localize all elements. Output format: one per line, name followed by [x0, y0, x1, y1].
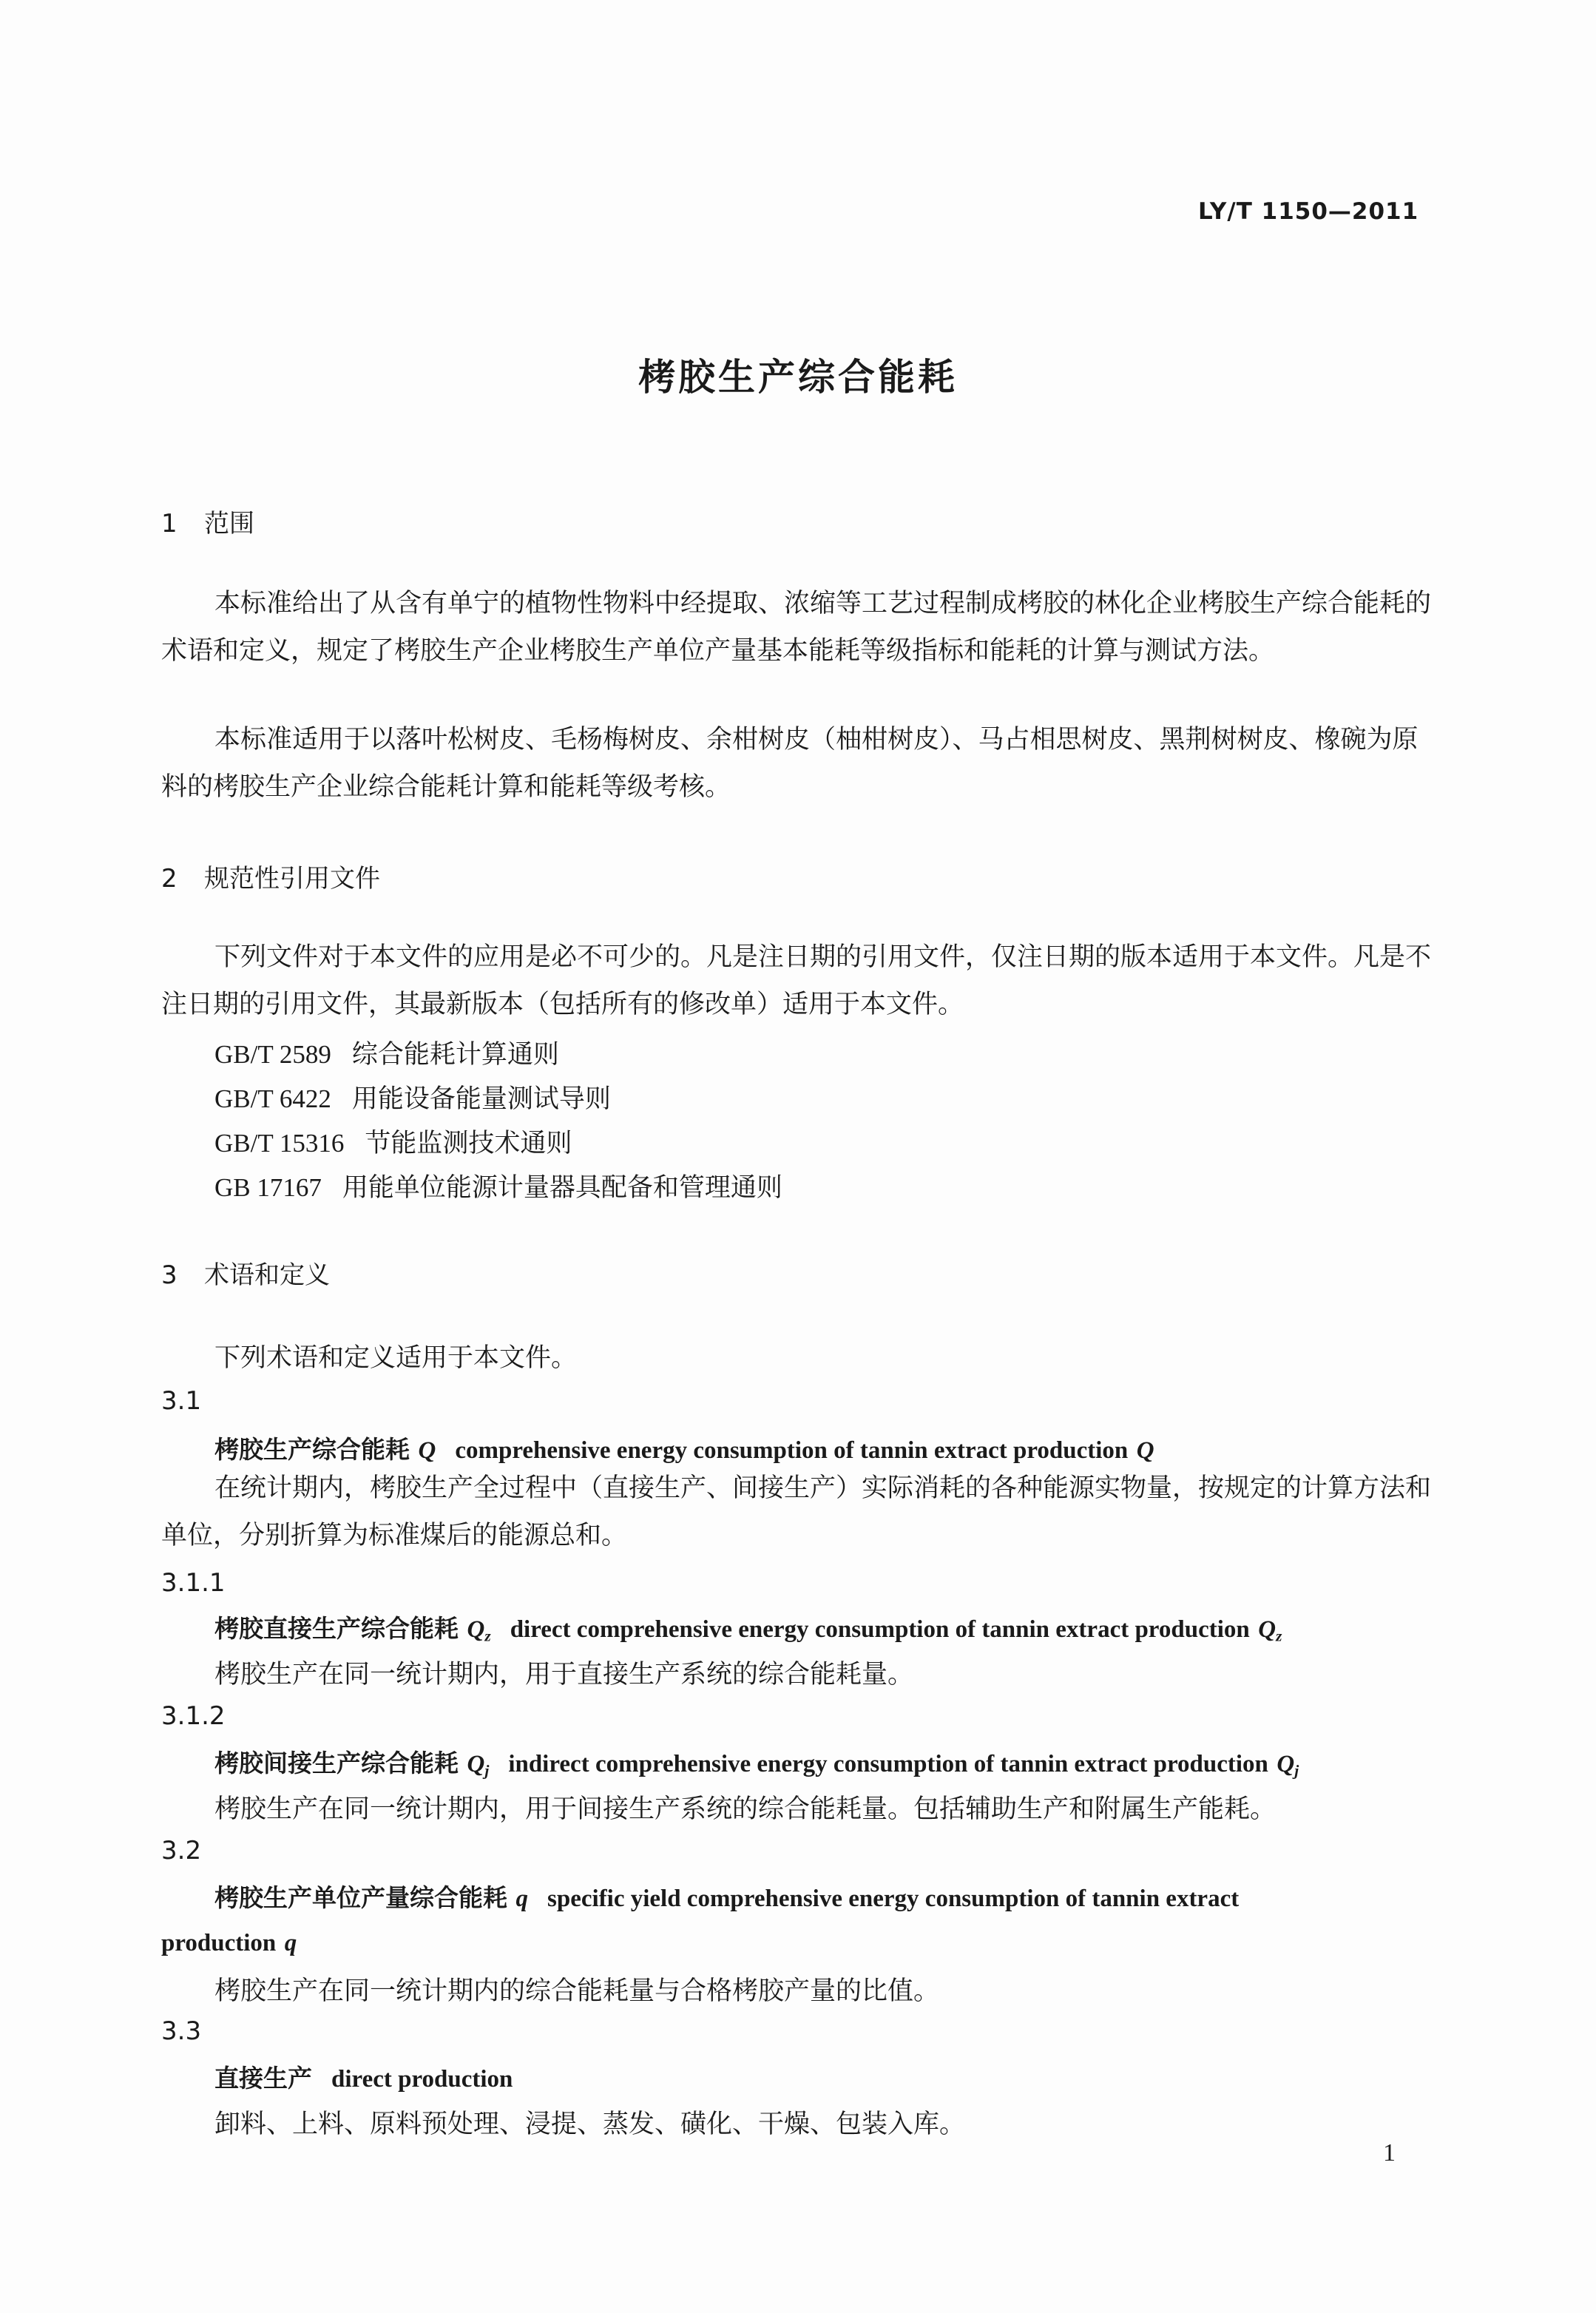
term-entry [214, 1610, 1282, 1645]
term-zh: 栲胶直接生产综合能耗 [214, 1614, 459, 1643]
section-title: 规范性引用文件 [204, 864, 380, 894]
clause-number: 3.2 [161, 1836, 202, 1865]
page-number: 1 [1383, 2139, 1396, 2167]
term-symbol: $Q_z$ [1258, 1616, 1282, 1645]
page-title: 栲胶生产综合能耗 [638, 356, 958, 399]
term-entry-continued [161, 1928, 297, 1957]
term-symbol: q [284, 1930, 297, 1956]
section-number: 2 [161, 864, 177, 894]
term-entry [214, 1744, 1299, 1780]
term-definition: 栲胶生产在同一统计期内，用于间接生产系统的综合能耗量。包括辅助生产和附属生产能耗。 [214, 1794, 1277, 1824]
clause-number: 3.1.1 [161, 1568, 226, 1598]
term-zh: 栲胶生产单位产量综合能耗 [214, 1883, 507, 1912]
reference-code: GB/T 15316 [214, 1129, 345, 1158]
reference-item [214, 1078, 611, 1115]
reference-code: GB 17167 [214, 1173, 322, 1202]
term-en: direct comprehensive energy consumption of tannin extract production [510, 1616, 1250, 1643]
reference-code: GB/T 2589 [214, 1040, 331, 1069]
term-zh: 栲胶生产综合能耗 [214, 1435, 410, 1464]
term-en: specific yield comprehensive energy consumption of tannin extract [547, 1885, 1240, 1912]
reference-code: GB/T 6422 [214, 1084, 331, 1113]
term-en: indirect comprehensive energy consumption of tannin extract production [508, 1751, 1268, 1777]
section-title: 范围 [204, 509, 254, 538]
section-title: 术语和定义 [204, 1260, 330, 1290]
clause-number: 3.1 [161, 1386, 202, 1416]
term-en: direct production [331, 2066, 513, 2093]
scope-paragraph-1: 本标准给出了从含有单宁的植物性物料中经提取、浓缩等工艺过程制成栲胶的林化企业栲胶生产综合能耗的术语和定义，规定了栲胶生产企业栲胶生产单位产量基本能耗等级指标和能耗的计算与测试方法。 [161, 589, 1432, 666]
scope-paragraph-2: 本标准适用于以落叶松树皮、毛杨梅树皮、余柑树皮（柚柑树皮）、马占相思树皮、黑荆树树皮、橡碗为原料的栲胶生产企业综合能耗计算和能耗等级考核。 [161, 725, 1419, 802]
term-entry [214, 2059, 513, 2094]
reference-item [214, 1034, 559, 1071]
reference-item [214, 1123, 572, 1160]
standard-code: LY/T 1150—2011 [1198, 198, 1419, 225]
section-number: 1 [161, 509, 177, 538]
term-definition: 栲胶生产在同一统计期内，用于直接生产系统的综合能耗量。 [214, 1660, 914, 1689]
term-symbol: Q [1136, 1437, 1154, 1464]
term-symbol: $Q_j$ [1277, 1751, 1299, 1780]
term-symbol: $Q_z$ [467, 1616, 491, 1645]
section-heading-terms [161, 1255, 330, 1291]
section-number: 3 [161, 1260, 177, 1290]
term-symbol: $Q_j$ [467, 1751, 490, 1780]
references-intro: 下列文件对于本文件的应用是必不可少的。凡是注日期的引用文件，仅注日期的版本适用于本文件。凡是不注日期的引用文件，其最新版本（包括所有的修改单）适用于本文件。 [161, 942, 1432, 1019]
reference-title: 用能设备能量测试导则 [351, 1084, 611, 1114]
term-symbol: Q [418, 1437, 436, 1464]
reference-title: 综合能耗计算通则 [351, 1040, 559, 1070]
term-en: comprehensive energy consumption of tannin extract production [455, 1437, 1129, 1464]
clause-number: 3.3 [161, 2016, 202, 2046]
section-heading-references [161, 858, 380, 894]
term-entry [214, 1431, 1154, 1465]
reference-title: 节能监测技术通则 [365, 1129, 572, 1158]
term-definition: 在统计期内，栲胶生产全过程中（直接生产、间接生产）实际消耗的各种能源实物量，按规定的计算方法和单位，分别折算为标准煤后的能源总和。 [161, 1473, 1432, 1550]
section-heading-scope [161, 503, 254, 539]
term-zh: 直接生产 [214, 2064, 312, 2093]
term-symbol: q [515, 1885, 528, 1912]
term-definition: 栲胶生产在同一统计期内的综合能耗量与合格栲胶产量的比值。 [214, 1976, 940, 2006]
terms-intro: 下列术语和定义适用于本文件。 [214, 1343, 578, 1373]
term-en-continued: production [161, 1930, 277, 1956]
term-entry [214, 1879, 1239, 1914]
reference-item [214, 1167, 782, 1204]
term-zh: 栲胶间接生产综合能耗 [214, 1749, 459, 1777]
reference-title: 用能单位能源计量器具配备和管理通则 [342, 1173, 782, 1203]
clause-number: 3.1.2 [161, 1701, 226, 1731]
term-definition: 卸料、上料、原料预处理、浸提、蒸发、磺化、干燥、包装入库。 [214, 2110, 966, 2139]
